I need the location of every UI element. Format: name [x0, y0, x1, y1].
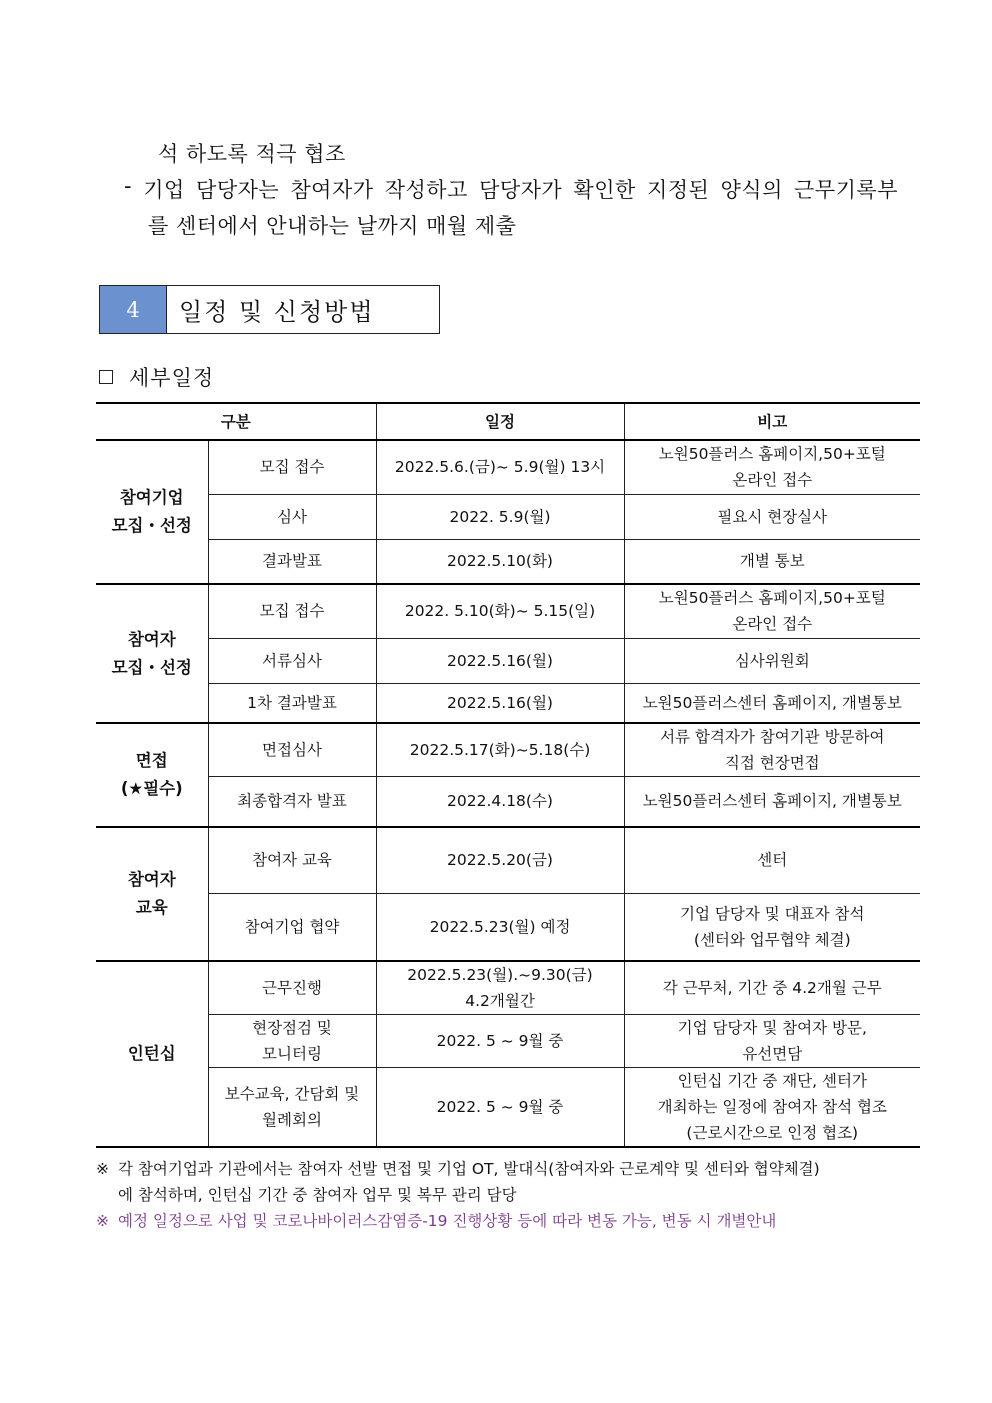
cell-line: 각 근무처, 기간 중 4.2개월 근무 — [662, 978, 882, 997]
cell-schedule — [376, 1014, 624, 1067]
cell-line: 2022.5.16(월) — [447, 651, 553, 670]
table-row — [96, 894, 920, 961]
table-row — [96, 961, 920, 1015]
cell-line: 참여기업 협약 — [244, 917, 340, 936]
intro-word: 담당자가 — [479, 178, 563, 202]
cell-line: 2022.5.23(월) 예정 — [429, 917, 571, 936]
cell-item — [208, 961, 376, 1015]
cell-note — [624, 827, 920, 894]
cell-line: 개최하는 일정에 참여자 참석 협조 — [657, 1097, 887, 1116]
cell-item — [208, 683, 376, 723]
cell-line: (★필수) — [120, 778, 183, 798]
intro-line-1: 석 하도록 적극 협조 — [158, 142, 346, 166]
cell-line: 센터 — [757, 851, 788, 870]
cell-line: 모집・선정 — [111, 516, 192, 535]
cell-note — [624, 777, 920, 827]
cell-line: 2022.5.16(월) — [447, 693, 553, 712]
checkbox-bullet-icon — [99, 370, 113, 384]
cell-item — [208, 584, 376, 638]
cell-line: 면접 — [135, 750, 168, 770]
cell-line: 온라인 접수 — [732, 615, 813, 634]
table-row — [96, 827, 920, 894]
footnote-1-line: 각 참여기업과 기관에서는 참여자 선발 면접 및 기업 OT, 발대식(참여자와 근로계약 및 센터와 협약체결) — [118, 1160, 820, 1178]
section-title: 일정 및 신청방법 — [179, 298, 375, 326]
intro-word: 작성하고 — [384, 178, 468, 202]
cell-line: 참여자 교육 — [252, 851, 332, 870]
cell-schedule — [376, 894, 624, 961]
footnote-2 — [96, 1208, 926, 1234]
table-row — [96, 1014, 920, 1067]
cell-line: 최종합격자 발표 — [237, 792, 347, 811]
cell-note — [624, 683, 920, 723]
cell-line: 2022.5.6.(금)~ 5.9(월) 13시 — [394, 458, 606, 477]
cell-note — [624, 894, 920, 961]
schedule-table-body — [96, 403, 920, 1147]
cell-line: 보수교육, 간담회 및 — [224, 1084, 360, 1103]
cell-line: (센터와 업무협약 체결) — [693, 930, 851, 949]
cell-note — [624, 961, 920, 1015]
cell-line: 2022.5.20(금) — [447, 851, 553, 870]
footnote-1-text — [118, 1156, 820, 1208]
cell-note — [624, 638, 920, 683]
cell-line: 노원50플러스센터 홈페이지, 개별통보 — [642, 693, 902, 712]
group-label — [96, 440, 208, 584]
intro-word: 담당자는 — [196, 178, 280, 202]
intro-word: 참여자가 — [290, 178, 374, 202]
cell-line: 모집・선정 — [111, 657, 192, 677]
subheading — [99, 362, 214, 392]
cell-line: 모니터링 — [262, 1044, 322, 1063]
cell-line: 2022.4.18(수) — [447, 792, 553, 811]
group-label — [96, 723, 208, 827]
cell-line: 기업 담당자 및 참여자 방문, — [677, 1018, 867, 1037]
cell-note — [624, 1067, 920, 1147]
cell-line: 2022.5.23(월).~9.30(금) — [407, 965, 593, 984]
note-mark: ※ — [96, 1212, 109, 1230]
cell-line: 교육 — [135, 897, 168, 917]
cell-line: 참여기업 — [119, 488, 184, 507]
cell-line: 노원50플러스 홈페이지,50+포털 — [658, 589, 886, 608]
cell-note — [624, 723, 920, 777]
section-number: 4 — [100, 286, 167, 333]
header-note: 비고 — [624, 403, 920, 440]
cell-line: 2022. 5 ~ 9월 중 — [436, 1031, 564, 1050]
cell-line: 직접 현장면접 — [724, 754, 820, 772]
cell-line: 필요시 현장실사 — [717, 507, 828, 526]
table-row — [96, 777, 920, 827]
cell-schedule — [376, 494, 624, 539]
footnote-1 — [96, 1156, 926, 1208]
cell-item — [208, 539, 376, 584]
cell-schedule — [376, 777, 624, 827]
cell-line: 기업 담당자 및 대표자 참석 — [680, 904, 865, 923]
cell-item — [208, 777, 376, 827]
cell-line: 2022.5.10(화) — [447, 552, 553, 571]
intro-line-2 — [124, 174, 898, 204]
cell-schedule — [376, 638, 624, 683]
intro-word: 근무기록부 — [794, 178, 898, 202]
cell-line: 1차 결과발표 — [247, 693, 337, 712]
table-row — [96, 440, 920, 494]
cell-line: 유선면담 — [742, 1044, 803, 1063]
cell-line: 심사위원회 — [734, 651, 810, 670]
table-row — [96, 494, 920, 539]
cell-item — [208, 638, 376, 683]
cell-note — [624, 584, 920, 638]
cell-line: 서류 합격자가 참여기관 방문하여 — [660, 728, 885, 746]
intro-word: 지정된 — [646, 178, 710, 202]
intro-word: - — [124, 174, 133, 198]
cell-line: 결과발표 — [262, 552, 322, 571]
cell-line: 모집 접수 — [259, 458, 325, 477]
schedule-table — [96, 402, 920, 1148]
cell-note — [624, 539, 920, 584]
intro-word: 기업 — [143, 178, 185, 202]
cell-note — [624, 494, 920, 539]
cell-schedule — [376, 961, 624, 1015]
intro-line-3: 를 센터에서 안내하는 날까지 매월 제출 — [148, 214, 517, 238]
table-row — [96, 723, 920, 777]
table-header-row — [96, 403, 920, 440]
table-row — [96, 683, 920, 723]
cell-schedule — [376, 723, 624, 777]
cell-line: 면접심사 — [262, 741, 322, 759]
intro-word: 양식의 — [720, 178, 783, 202]
cell-schedule — [376, 1067, 624, 1147]
cell-line: 노원50플러스 홈페이지,50+포털 — [658, 445, 886, 464]
cell-item — [208, 1067, 376, 1147]
cell-line: 노원50플러스센터 홈페이지, 개별통보 — [642, 792, 902, 811]
subheading-title: 세부일정 — [129, 366, 215, 390]
cell-item — [208, 1014, 376, 1067]
footnote-1-line: 에 참석하며, 인턴십 기간 중 참여자 업무 및 복무 관리 담당 — [118, 1186, 517, 1204]
cell-item — [208, 440, 376, 494]
cell-line: 인턴십 기간 중 재단, 센터가 — [677, 1071, 867, 1090]
cell-line: 참여자 — [127, 869, 176, 889]
cell-line: 2022. 5.10(화)~ 5.15(일) — [404, 602, 596, 621]
table-row — [96, 1067, 920, 1147]
cell-item — [208, 494, 376, 539]
cell-line: 심사 — [277, 507, 307, 526]
table-row — [96, 638, 920, 683]
cell-item — [208, 894, 376, 961]
cell-schedule — [376, 440, 624, 494]
cell-line: 개별 통보 — [739, 552, 805, 571]
group-label — [96, 584, 208, 723]
cell-item — [208, 723, 376, 777]
cell-line: 2022. 5 ~ 9월 중 — [436, 1097, 564, 1116]
table-row — [96, 539, 920, 584]
footnote-2-text: 예정 일정으로 사업 및 코로나바이러스감염증-19 진행상황 등에 따라 변동 가능, 변동 시 개별안내 — [118, 1212, 777, 1230]
cell-line: 온라인 접수 — [732, 471, 813, 490]
section-heading — [99, 285, 440, 334]
group-label — [96, 961, 208, 1148]
cell-line: 월례회의 — [262, 1110, 322, 1129]
group-label — [96, 827, 208, 961]
cell-schedule — [376, 539, 624, 584]
cell-line: 인턴십 — [127, 1043, 176, 1063]
header-schedule: 일정 — [376, 403, 624, 440]
cell-line: 서류심사 — [262, 651, 322, 670]
cell-note — [624, 440, 920, 494]
cell-line: 근무진행 — [262, 978, 322, 997]
cell-schedule — [376, 827, 624, 894]
cell-line: (근로시간으로 인정 협조) — [686, 1123, 859, 1142]
note-mark: ※ — [96, 1160, 109, 1178]
cell-schedule — [376, 683, 624, 723]
cell-note — [624, 1014, 920, 1067]
footnotes — [96, 1156, 926, 1234]
cell-line: 2022.5.17(화)~5.18(수) — [409, 741, 591, 759]
cell-item — [208, 827, 376, 894]
header-category: 구분 — [96, 403, 376, 440]
table-row — [96, 584, 920, 638]
cell-line: 현장점검 및 — [252, 1018, 332, 1037]
cell-line: 참여자 — [127, 629, 176, 649]
cell-line: 모집 접수 — [259, 602, 325, 621]
intro-word: 확인한 — [573, 178, 636, 202]
cell-line: 4.2개월간 — [465, 991, 535, 1010]
cell-schedule — [376, 584, 624, 638]
cell-line: 2022. 5.9(월) — [449, 507, 551, 526]
